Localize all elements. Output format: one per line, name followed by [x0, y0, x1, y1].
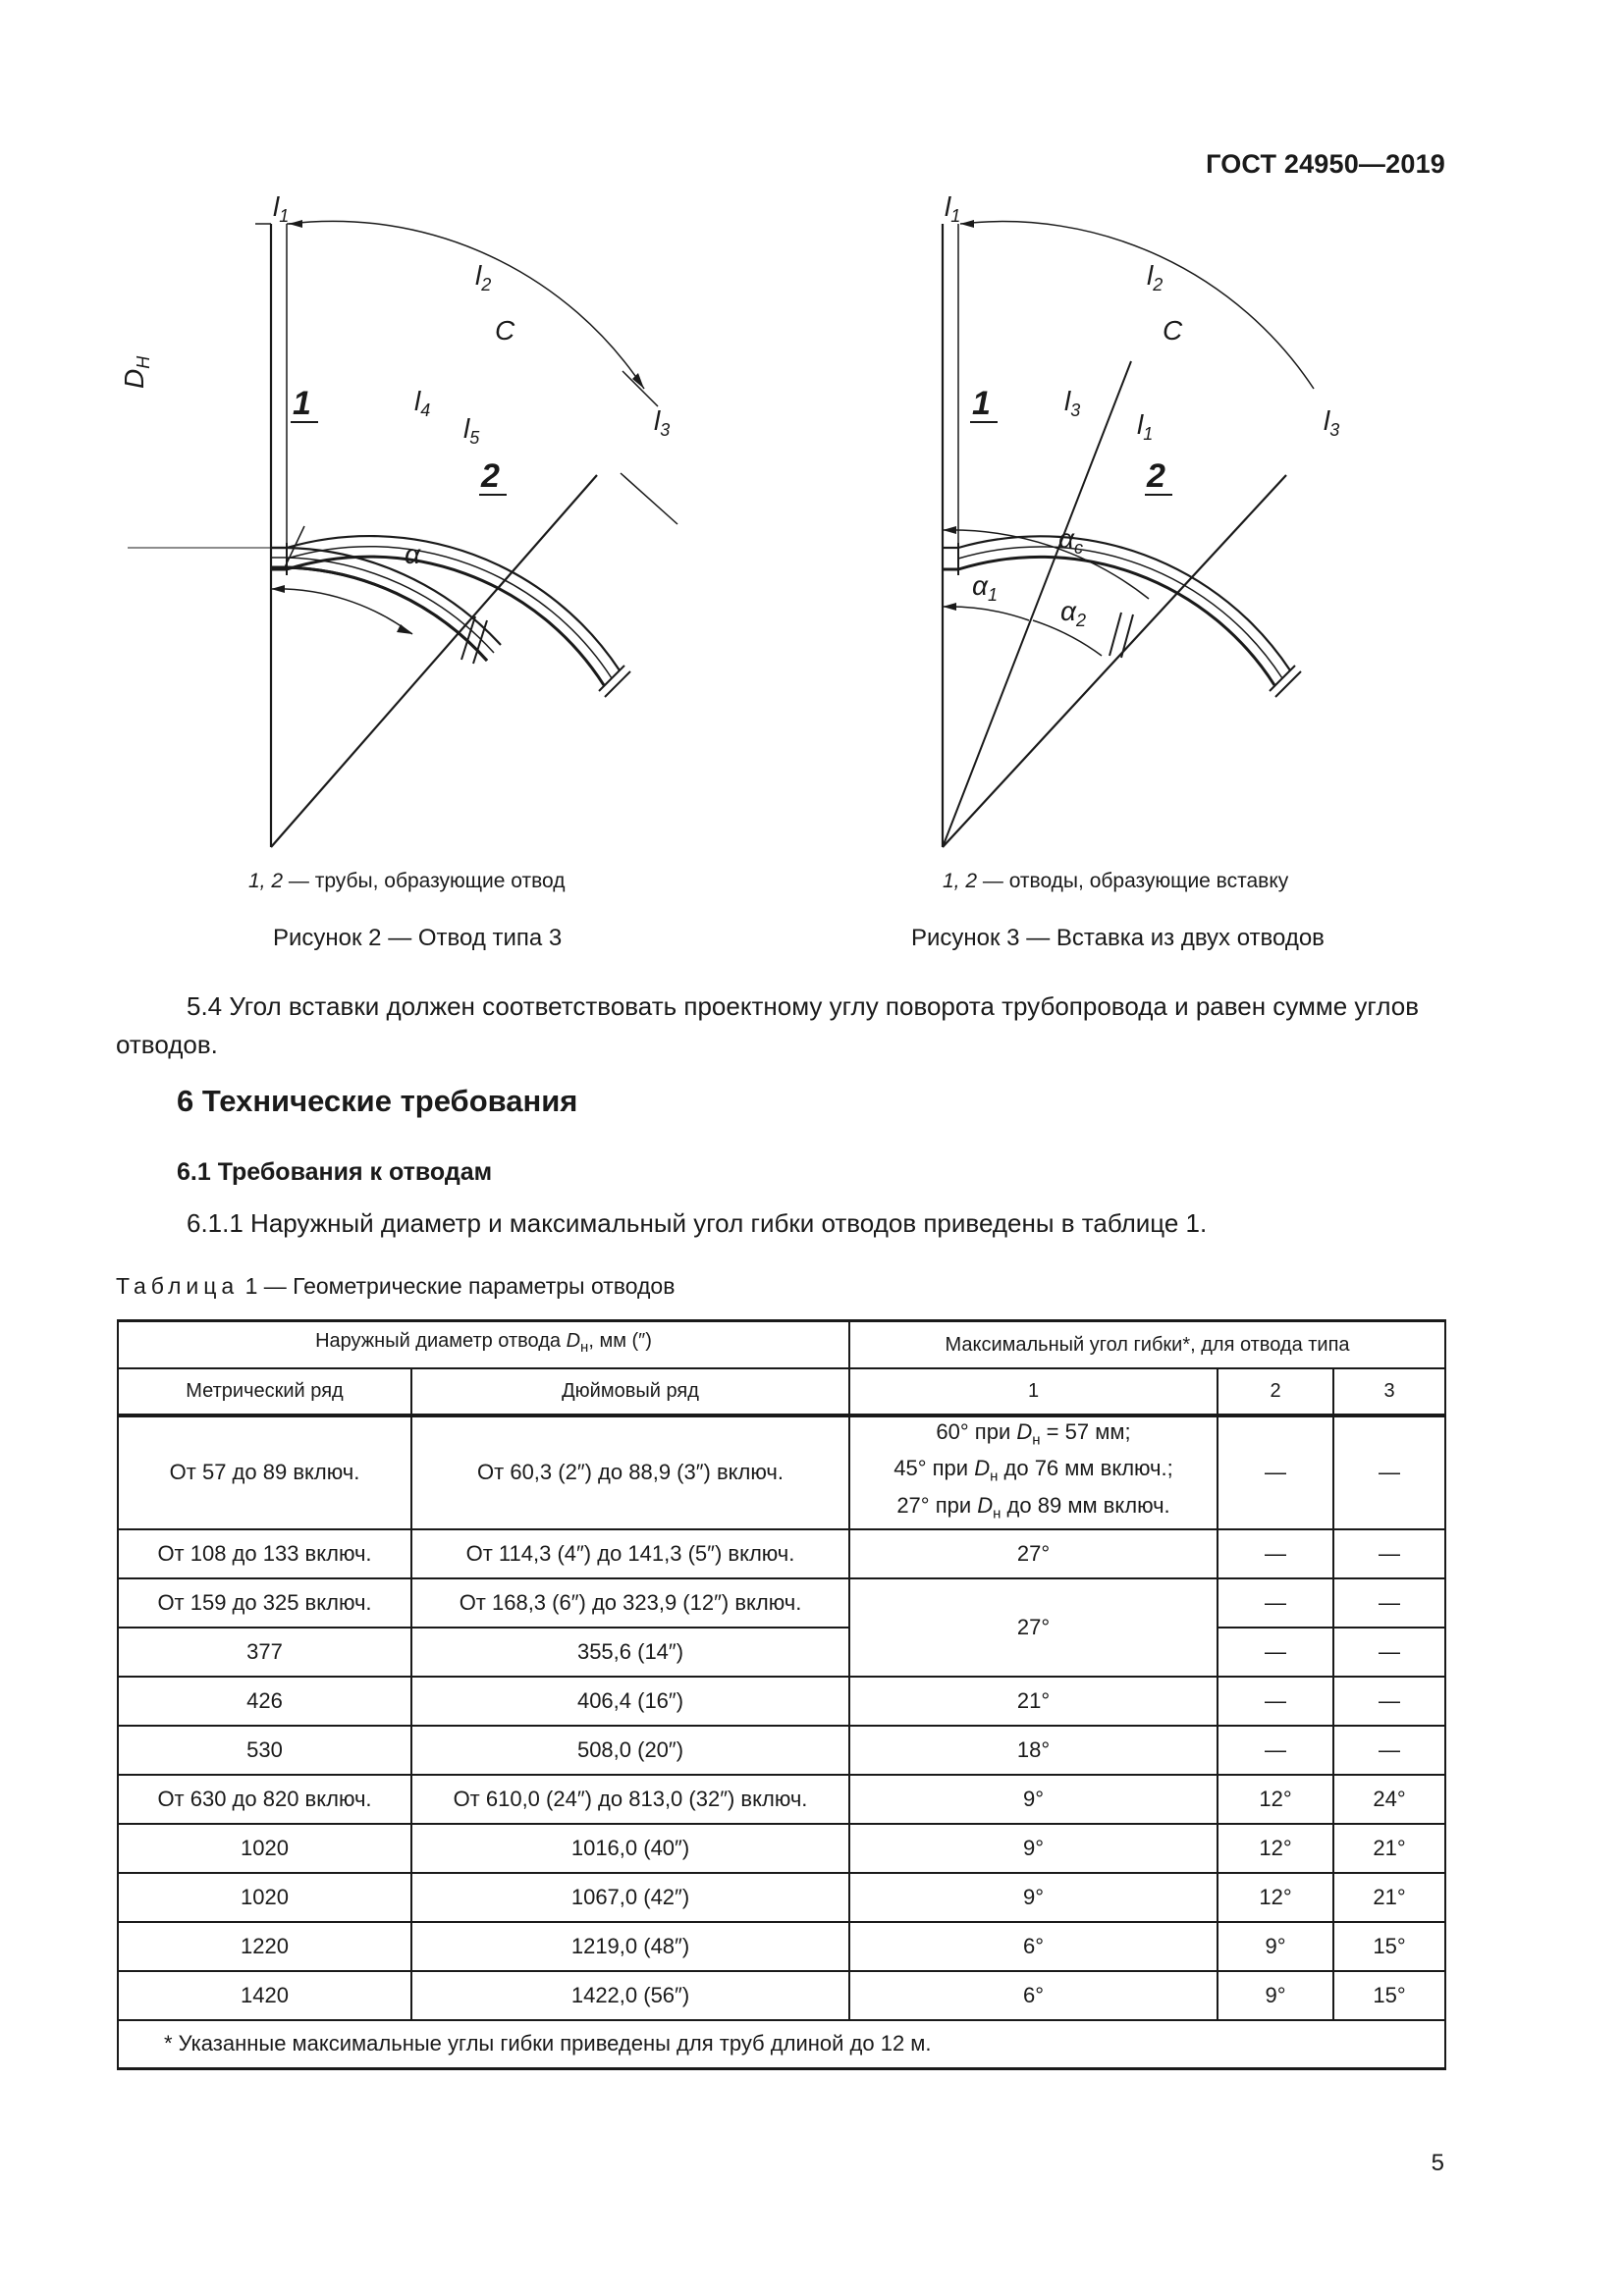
cell-type-3: — [1333, 1628, 1445, 1677]
cell-metric: 530 [118, 1726, 411, 1775]
cell-metric: 1020 [118, 1873, 411, 1922]
cell-type-3: 21° [1333, 1873, 1445, 1922]
figure-2-legend: 1, 2 — трубы, образующие отвод [248, 870, 566, 892]
fig3-label-alpha-2: $\alpha_2$ [1060, 596, 1086, 630]
cell-metric: 1220 [118, 1922, 411, 1971]
cell-type-3: — [1333, 1529, 1445, 1578]
cell-type-1: 27° [849, 1529, 1218, 1578]
cell-type-3: — [1333, 1415, 1445, 1529]
cell-type-3: 21° [1333, 1824, 1445, 1873]
header-outer-diameter: Наружный диаметр отвода $D_н$, мм (″) [118, 1321, 849, 1368]
table-row [118, 1578, 1445, 1628]
cell-type-2: — [1218, 1578, 1333, 1628]
fig2-number-2: 2 [481, 457, 500, 495]
cell-type-2: — [1218, 1415, 1333, 1529]
table-1-caption: Таблица 1 — Геометрические параметры отводов [116, 1273, 676, 1299]
fig3-label-l3: $l_3$ [1324, 405, 1340, 440]
cell-type-1: 9° [849, 1873, 1218, 1922]
fig2-label-l1: $l_1$ [273, 191, 290, 226]
figure-2-caption: Рисунок 2 — Отвод типа 3 [273, 925, 563, 951]
cell-type-3: — [1333, 1677, 1445, 1726]
table-row [118, 1971, 1445, 2020]
paragraph-6-1-1: 6.1.1 Наружный диаметр и максимальный угол гибки отводов приведены в таблице 1. [187, 1208, 1208, 1238]
cell-inch: 1422,0 (56″) [411, 1971, 849, 2020]
section-6-1-heading: 6.1 Требования к отводам [177, 1158, 493, 1186]
table-1 [117, 1319, 1446, 2070]
cell-type-2: — [1218, 1726, 1333, 1775]
cell-inch: 355,6 (14″) [411, 1628, 849, 1677]
table-row [118, 1922, 1445, 1971]
header-type-1: 1 [849, 1368, 1218, 1415]
cell-inch: 1219,0 (48″) [411, 1922, 849, 1971]
fig3-label-c: C [1163, 315, 1183, 346]
figure-3-drawing [854, 191, 1404, 872]
fig2-label-l3: $l_3$ [654, 405, 671, 440]
header-metric: Метрический ряд [118, 1368, 411, 1415]
section-6-heading: 6 Технические требования [177, 1084, 578, 1118]
cell-inch: 1016,0 (40″) [411, 1824, 849, 1873]
cell-inch: 508,0 (20″) [411, 1726, 849, 1775]
cell-metric: 426 [118, 1677, 411, 1726]
table-row [118, 1677, 1445, 1726]
fig3-label-alpha-c: $\alpha_c$ [1058, 523, 1083, 558]
header-inch: Дюймовый ряд [411, 1368, 849, 1415]
cell-type-1: 9° [849, 1775, 1218, 1824]
fig3-label-l1: $l_1$ [945, 191, 961, 226]
fig2-label-dh: $D_Н$ [119, 355, 153, 389]
fig2-label-l4: $l_4$ [414, 386, 431, 420]
cell-metric: От 159 до 325 включ. [118, 1578, 411, 1628]
fig2-number-1: 1 [293, 385, 311, 422]
cell-type-3: 15° [1333, 1922, 1445, 1971]
paragraph-5-4: 5.4 Угол вставки должен соответствовать проектному углу поворота трубопровода и равен сумме углов отводов. [116, 991, 1420, 1059]
cell-type-1: 6° [849, 1922, 1218, 1971]
cell-type-2: — [1218, 1628, 1333, 1677]
cell-inch: От 168,3 (6″) до 323,9 (12″) включ. [411, 1578, 849, 1628]
table-row [118, 1415, 1445, 1529]
fig2-label-c: C [495, 315, 515, 346]
header-max-angle: Максимальный угол гибки*, для отвода типа [849, 1321, 1445, 1368]
header-type-3: 3 [1333, 1368, 1445, 1415]
fig3-label-l1b: $l_1$ [1137, 409, 1154, 444]
fig3-label-alpha-1: $\alpha_1$ [972, 570, 998, 605]
cell-inch: От 60,3 (2″) до 88,9 (3″) включ. [411, 1415, 849, 1529]
fig3-label-l3b: $l_3$ [1064, 386, 1081, 420]
table-row [118, 1824, 1445, 1873]
cell-type-1: 21° [849, 1677, 1218, 1726]
document-id: ГОСТ 24950—2019 [1206, 149, 1445, 179]
cell-type-3: 24° [1333, 1775, 1445, 1824]
header-type-2: 2 [1218, 1368, 1333, 1415]
fig2-label-l2: $l_2$ [475, 260, 492, 294]
fig3-number-1: 1 [972, 385, 991, 422]
cell-type-2: 9° [1218, 1922, 1333, 1971]
cell-metric: 1420 [118, 1971, 411, 2020]
cell-metric: 377 [118, 1628, 411, 1677]
cell-inch: От 610,0 (24″) до 813,0 (32″) включ. [411, 1775, 849, 1824]
cell-type-1: 60° при $D_н = 57$ мм; 45° при $D_н$ до 76 мм включ.; 27° при $D_н$ до 89 мм включ. [849, 1415, 1218, 1529]
cell-type-2: 9° [1218, 1971, 1333, 2020]
fig3-number-2: 2 [1147, 457, 1165, 495]
cell-metric: От 630 до 820 включ. [118, 1775, 411, 1824]
page-number: 5 [1431, 2150, 1444, 2176]
cell-type-2: 12° [1218, 1824, 1333, 1873]
table-row [118, 1628, 1445, 1677]
figure-2-drawing [119, 191, 736, 872]
cell-type-1-merged: 27° [849, 1578, 1218, 1677]
cell-inch: 406,4 (16″) [411, 1677, 849, 1726]
cell-type-1: 18° [849, 1726, 1218, 1775]
fig2-label-l5: $l_5$ [463, 413, 480, 448]
cell-type-3: — [1333, 1726, 1445, 1775]
cell-metric: От 57 до 89 включ. [118, 1415, 411, 1529]
table-row [118, 1726, 1445, 1775]
cell-type-3: — [1333, 1578, 1445, 1628]
figure-3-caption: Рисунок 3 — Вставка из двух отводов [911, 925, 1325, 951]
cell-type-2: — [1218, 1677, 1333, 1726]
table-row [118, 1775, 1445, 1824]
cell-type-1: 6° [849, 1971, 1218, 2020]
table-footnote: * Указанные максимальные углы гибки приведены для труб длиной до 12 м. [118, 2020, 1445, 2069]
cell-inch: 1067,0 (42″) [411, 1873, 849, 1922]
cell-type-1: 9° [849, 1824, 1218, 1873]
cell-inch: От 114,3 (4″) до 141,3 (5″) включ. [411, 1529, 849, 1578]
cell-metric: 1020 [118, 1824, 411, 1873]
cell-type-2: 12° [1218, 1775, 1333, 1824]
cell-type-2: — [1218, 1529, 1333, 1578]
cell-type-3: 15° [1333, 1971, 1445, 2020]
table-row [118, 1529, 1445, 1578]
fig3-label-l2: $l_2$ [1147, 260, 1164, 294]
cell-type-2: 12° [1218, 1873, 1333, 1922]
figure-3-legend: 1, 2 — отводы, образующие вставку [943, 870, 1289, 892]
table-row [118, 1873, 1445, 1922]
fig2-label-alpha: α [405, 539, 420, 569]
cell-metric: От 108 до 133 включ. [118, 1529, 411, 1578]
